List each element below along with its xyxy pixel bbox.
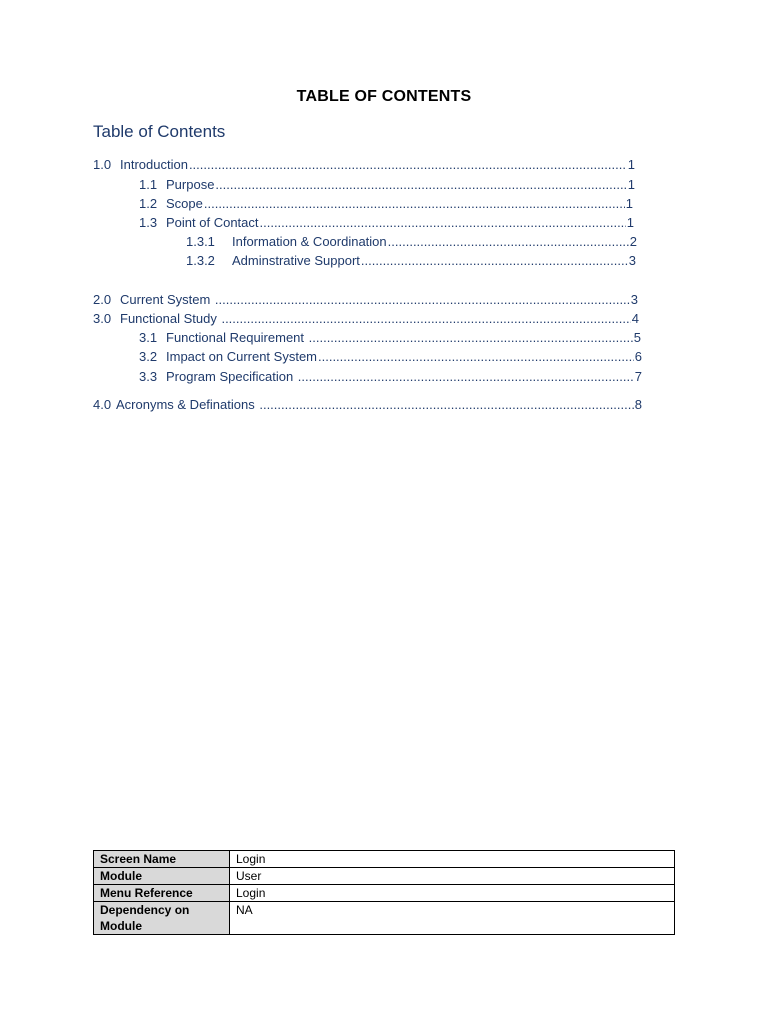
toc-leader: [189, 157, 627, 173]
toc-page-number: 1: [627, 177, 635, 192]
toc-leader: [309, 330, 633, 346]
toc-heading: Table of Contents: [93, 122, 226, 141]
toc-leader: [318, 349, 634, 365]
screen-info-table: [93, 850, 675, 935]
screen-name-value: Login: [230, 851, 675, 868]
toc-page-number: 4: [631, 311, 639, 326]
toc-entry-1-3-2[interactable]: [186, 251, 636, 269]
toc-label: Impact on Current System: [166, 349, 317, 364]
toc-page-number: 6: [634, 349, 642, 364]
table-row: [94, 885, 675, 902]
table-row: [94, 868, 675, 885]
toc-label: Acronyms & Definations: [116, 397, 259, 412]
toc-page-number: 7: [634, 369, 642, 384]
toc-page-number: 2: [629, 234, 637, 249]
toc-entry-1-3[interactable]: [139, 213, 634, 231]
toc-page-number: 8: [634, 397, 642, 412]
toc-label: Purpose: [166, 177, 215, 192]
toc-number: 3.1: [139, 330, 158, 345]
toc-label: Information & Coordination: [232, 234, 387, 249]
toc-page-number: 1: [625, 196, 633, 211]
toc-entry-3-3[interactable]: [139, 367, 642, 385]
menu-reference-label: Menu Reference: [94, 885, 230, 902]
toc-page-number: 3: [628, 253, 636, 268]
toc-entry-3-2[interactable]: [139, 347, 642, 365]
dependency-label: Dependency on Module: [94, 902, 230, 935]
toc-label: Program Specification: [166, 369, 297, 384]
toc-label: Scope: [166, 196, 203, 211]
screen-name-label: Screen Name: [94, 851, 230, 868]
toc-entry-1-3-1[interactable]: [186, 232, 637, 250]
toc-leader: [260, 215, 626, 231]
toc-label: Functional Study: [120, 311, 221, 326]
table-row: [94, 851, 675, 868]
toc-page-number: 1: [626, 215, 634, 230]
toc-page-number: 3: [630, 292, 638, 307]
toc-leader: [215, 292, 630, 308]
toc-entry-3-1[interactable]: [139, 328, 641, 346]
toc-entry-2-0[interactable]: [93, 290, 638, 308]
toc-entry-1-1[interactable]: [139, 175, 635, 193]
toc-number: 1.3.2: [186, 253, 215, 268]
toc-page-number: 1: [627, 157, 635, 172]
page-title: TABLE OF CONTENTS: [296, 88, 472, 105]
toc-entry-4-0[interactable]: [93, 395, 642, 413]
toc-number: 1.0: [93, 157, 112, 172]
toc-number: 2.0: [93, 292, 112, 307]
toc-number: 3.2: [139, 349, 158, 364]
toc-leader: [298, 369, 634, 385]
toc-entry-1-2[interactable]: [139, 194, 633, 212]
toc-number: 3.0: [93, 311, 112, 326]
toc-label: Functional Requirement: [166, 330, 308, 345]
toc-entry-3-0[interactable]: [93, 309, 639, 327]
toc-leader: [388, 234, 629, 250]
toc-leader: [259, 397, 633, 413]
toc-number: 1.3.1: [186, 234, 215, 249]
toc-leader: [361, 253, 628, 269]
toc-number: 1.1: [139, 177, 158, 192]
module-value: User: [230, 868, 675, 885]
toc-label: Point of Contact: [166, 215, 259, 230]
toc-label: Introduction: [120, 157, 188, 172]
module-label: Module: [94, 868, 230, 885]
toc-leader: [204, 196, 625, 212]
toc-label: Current System: [120, 292, 214, 307]
toc-number: 3.3: [139, 369, 158, 384]
toc-entry-1-0[interactable]: [93, 155, 635, 173]
toc-number: 1.2: [139, 196, 158, 211]
toc-label: Adminstrative Support: [232, 253, 360, 268]
toc-number: 4.0: [93, 397, 112, 412]
dependency-value: NA: [230, 902, 675, 935]
table-row: [94, 902, 675, 935]
toc-page-number: 5: [633, 330, 641, 345]
toc-leader: [215, 177, 626, 193]
menu-reference-value: Login: [230, 885, 675, 902]
toc-leader: [221, 311, 630, 327]
toc-number: 1.3: [139, 215, 158, 230]
